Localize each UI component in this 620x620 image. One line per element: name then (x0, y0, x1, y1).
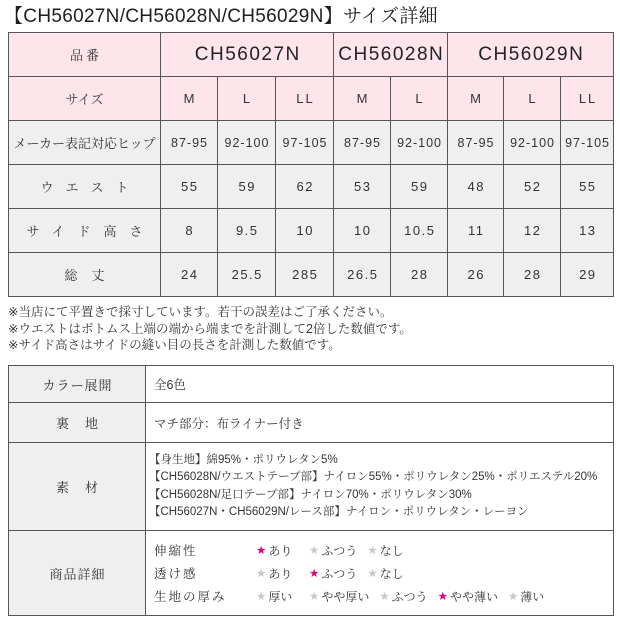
total-length-value: 26 (448, 253, 504, 297)
total-length-value: 285 (276, 253, 334, 297)
hip-value: 97-105 (276, 121, 334, 165)
waist-value: 53 (334, 165, 391, 209)
total-length-label: 総丈 (9, 253, 161, 297)
size-header-cell: M (334, 77, 391, 121)
side-height-value: 11 (448, 209, 504, 253)
star-icon (256, 589, 266, 603)
rating-option-label: なし (379, 566, 404, 581)
star-icon (309, 589, 319, 603)
hip-value: 87-95 (334, 121, 391, 165)
rating-option-label: ふつう (321, 566, 358, 581)
total-length-value: 28 (504, 253, 561, 297)
note-line: ※当店にて平置きで採寸しています。若干の誤差はご了承ください。 (8, 305, 393, 319)
rating-name: 透け感 (154, 567, 198, 581)
material-line: 【身生地】綿95%・ポリウレタン5% (149, 453, 338, 466)
hip-value: 87-95 (448, 121, 504, 165)
waist-value: 48 (448, 165, 504, 209)
product-details-value (146, 531, 614, 616)
size-table (8, 32, 614, 297)
hip-value: 97-105 (561, 121, 614, 165)
total-length-value: 24 (161, 253, 218, 297)
lining-row (9, 403, 614, 443)
hip-value: 92-100 (391, 121, 448, 165)
rating-name: 伸縮性 (154, 544, 198, 558)
total-length-value: 25.5 (218, 253, 276, 297)
star-icon (438, 589, 448, 603)
waist-value: 59 (218, 165, 276, 209)
total-length-value: 28 (391, 253, 448, 297)
size-header-cell: M (448, 77, 504, 121)
rating-option-label: なし (379, 543, 404, 558)
rating-option-label: やや薄い (449, 589, 498, 604)
side-height-value: 9.5 (218, 209, 276, 253)
side-height-value: 10.5 (391, 209, 448, 253)
rating-option-label: あり (268, 543, 293, 558)
lining-value: マチ部分：布ライナー付き (146, 403, 614, 443)
size-header-cell: LL (561, 77, 614, 121)
product-detail-table (8, 365, 614, 616)
size-header-cell: LL (276, 77, 334, 121)
waist-value: 55 (561, 165, 614, 209)
note-line: ※ウエストはボトムス上端の端から端までを計測して2倍した数値です。 (8, 321, 412, 336)
star-icon (256, 543, 266, 557)
rating-option-label: 厚い (268, 589, 293, 604)
rating-name: 生地の厚み (154, 590, 227, 604)
rating-option (256, 565, 299, 582)
star-icon (367, 566, 377, 580)
product-details-label: 商品詳細 (9, 531, 146, 616)
hip-label: メーカー表記対応ヒップ (9, 121, 161, 165)
waist-value: 55 (161, 165, 218, 209)
rating-option (508, 588, 544, 605)
star-icon (309, 543, 319, 557)
model-header-ch56028n: CH56028N (334, 33, 448, 77)
size-label: サイズ (9, 77, 161, 121)
rating-option (367, 542, 403, 559)
model-number-label: 品番 (9, 33, 161, 77)
side-height-value: 10 (334, 209, 391, 253)
side-height-value: 12 (504, 209, 561, 253)
star-icon (309, 566, 319, 580)
sheerness-rating (154, 562, 613, 585)
waist-value: 62 (276, 165, 334, 209)
material-value (146, 443, 614, 531)
size-header-cell: L (504, 77, 561, 121)
product-details-row (9, 531, 614, 616)
rating-option (309, 588, 369, 605)
side-height-value: 13 (561, 209, 614, 253)
model-header-ch56029n: CH56029N (448, 33, 614, 77)
size-header-cell: M (161, 77, 218, 121)
side-height-value: 10 (276, 209, 334, 253)
color-variation-row (9, 366, 614, 403)
total-length-value: 26.5 (334, 253, 391, 297)
material-line: 【CH56028N/足口テープ部】ナイロン70%・ポリウレタン30% (149, 488, 472, 501)
star-icon (508, 589, 518, 603)
hip-row (9, 121, 614, 165)
star-icon (367, 543, 377, 557)
material-line: 【CH56028N/ウエストテープ部】ナイロン55%・ポリウレタン25%・ポリエステル20% (149, 471, 598, 484)
size-header-cell: L (218, 77, 276, 121)
rating-option (309, 542, 357, 559)
color-variation-label: カラー展開 (9, 366, 146, 403)
rating-option-label: あり (268, 566, 293, 581)
side-height-label: サイド高さ (9, 209, 161, 253)
material-row (9, 443, 614, 531)
rating-option-label: ふつう (321, 543, 358, 558)
lining-label: 裏地 (9, 403, 146, 443)
thickness-rating (154, 585, 613, 608)
note-line: ※サイド高さはサイドの縫い目の長さを計測した数値です。 (8, 338, 341, 352)
side-height-value: 8 (161, 209, 218, 253)
waist-row (9, 165, 614, 209)
star-icon (379, 589, 389, 603)
rating-option-label: ふつう (391, 589, 428, 604)
waist-label: ウエスト (9, 165, 161, 209)
total-length-value: 29 (561, 253, 614, 297)
waist-value: 59 (391, 165, 448, 209)
star-icon (256, 566, 266, 580)
rating-option (256, 542, 299, 559)
size-header-cell: L (391, 77, 448, 121)
total-length-row (9, 253, 614, 297)
rating-option (438, 588, 498, 605)
hip-value: 87-95 (161, 121, 218, 165)
size-row (9, 77, 614, 121)
rating-option (309, 565, 357, 582)
rating-option (256, 588, 299, 605)
measurement-notes (8, 304, 412, 354)
rating-option-label: 薄い (520, 589, 545, 604)
stretch-rating (154, 539, 613, 562)
rating-option-label: やや厚い (321, 589, 370, 604)
side-height-row (9, 209, 614, 253)
hip-value: 92-100 (504, 121, 561, 165)
material-line: 【CH56027N・CH56029N/レース部】ナイロン・ポリウレタン・レーヨン (149, 505, 529, 518)
model-row (9, 33, 614, 77)
hip-value: 92-100 (218, 121, 276, 165)
material-label: 素材 (9, 443, 146, 531)
model-header-ch56027n: CH56027N (161, 33, 334, 77)
waist-value: 52 (504, 165, 561, 209)
rating-option (367, 565, 403, 582)
page-title: 【CH56027N/CH56028N/CH56029N】サイズ詳細 (4, 6, 438, 27)
rating-option (379, 588, 427, 605)
color-variation-value: 全6色 (146, 366, 614, 403)
